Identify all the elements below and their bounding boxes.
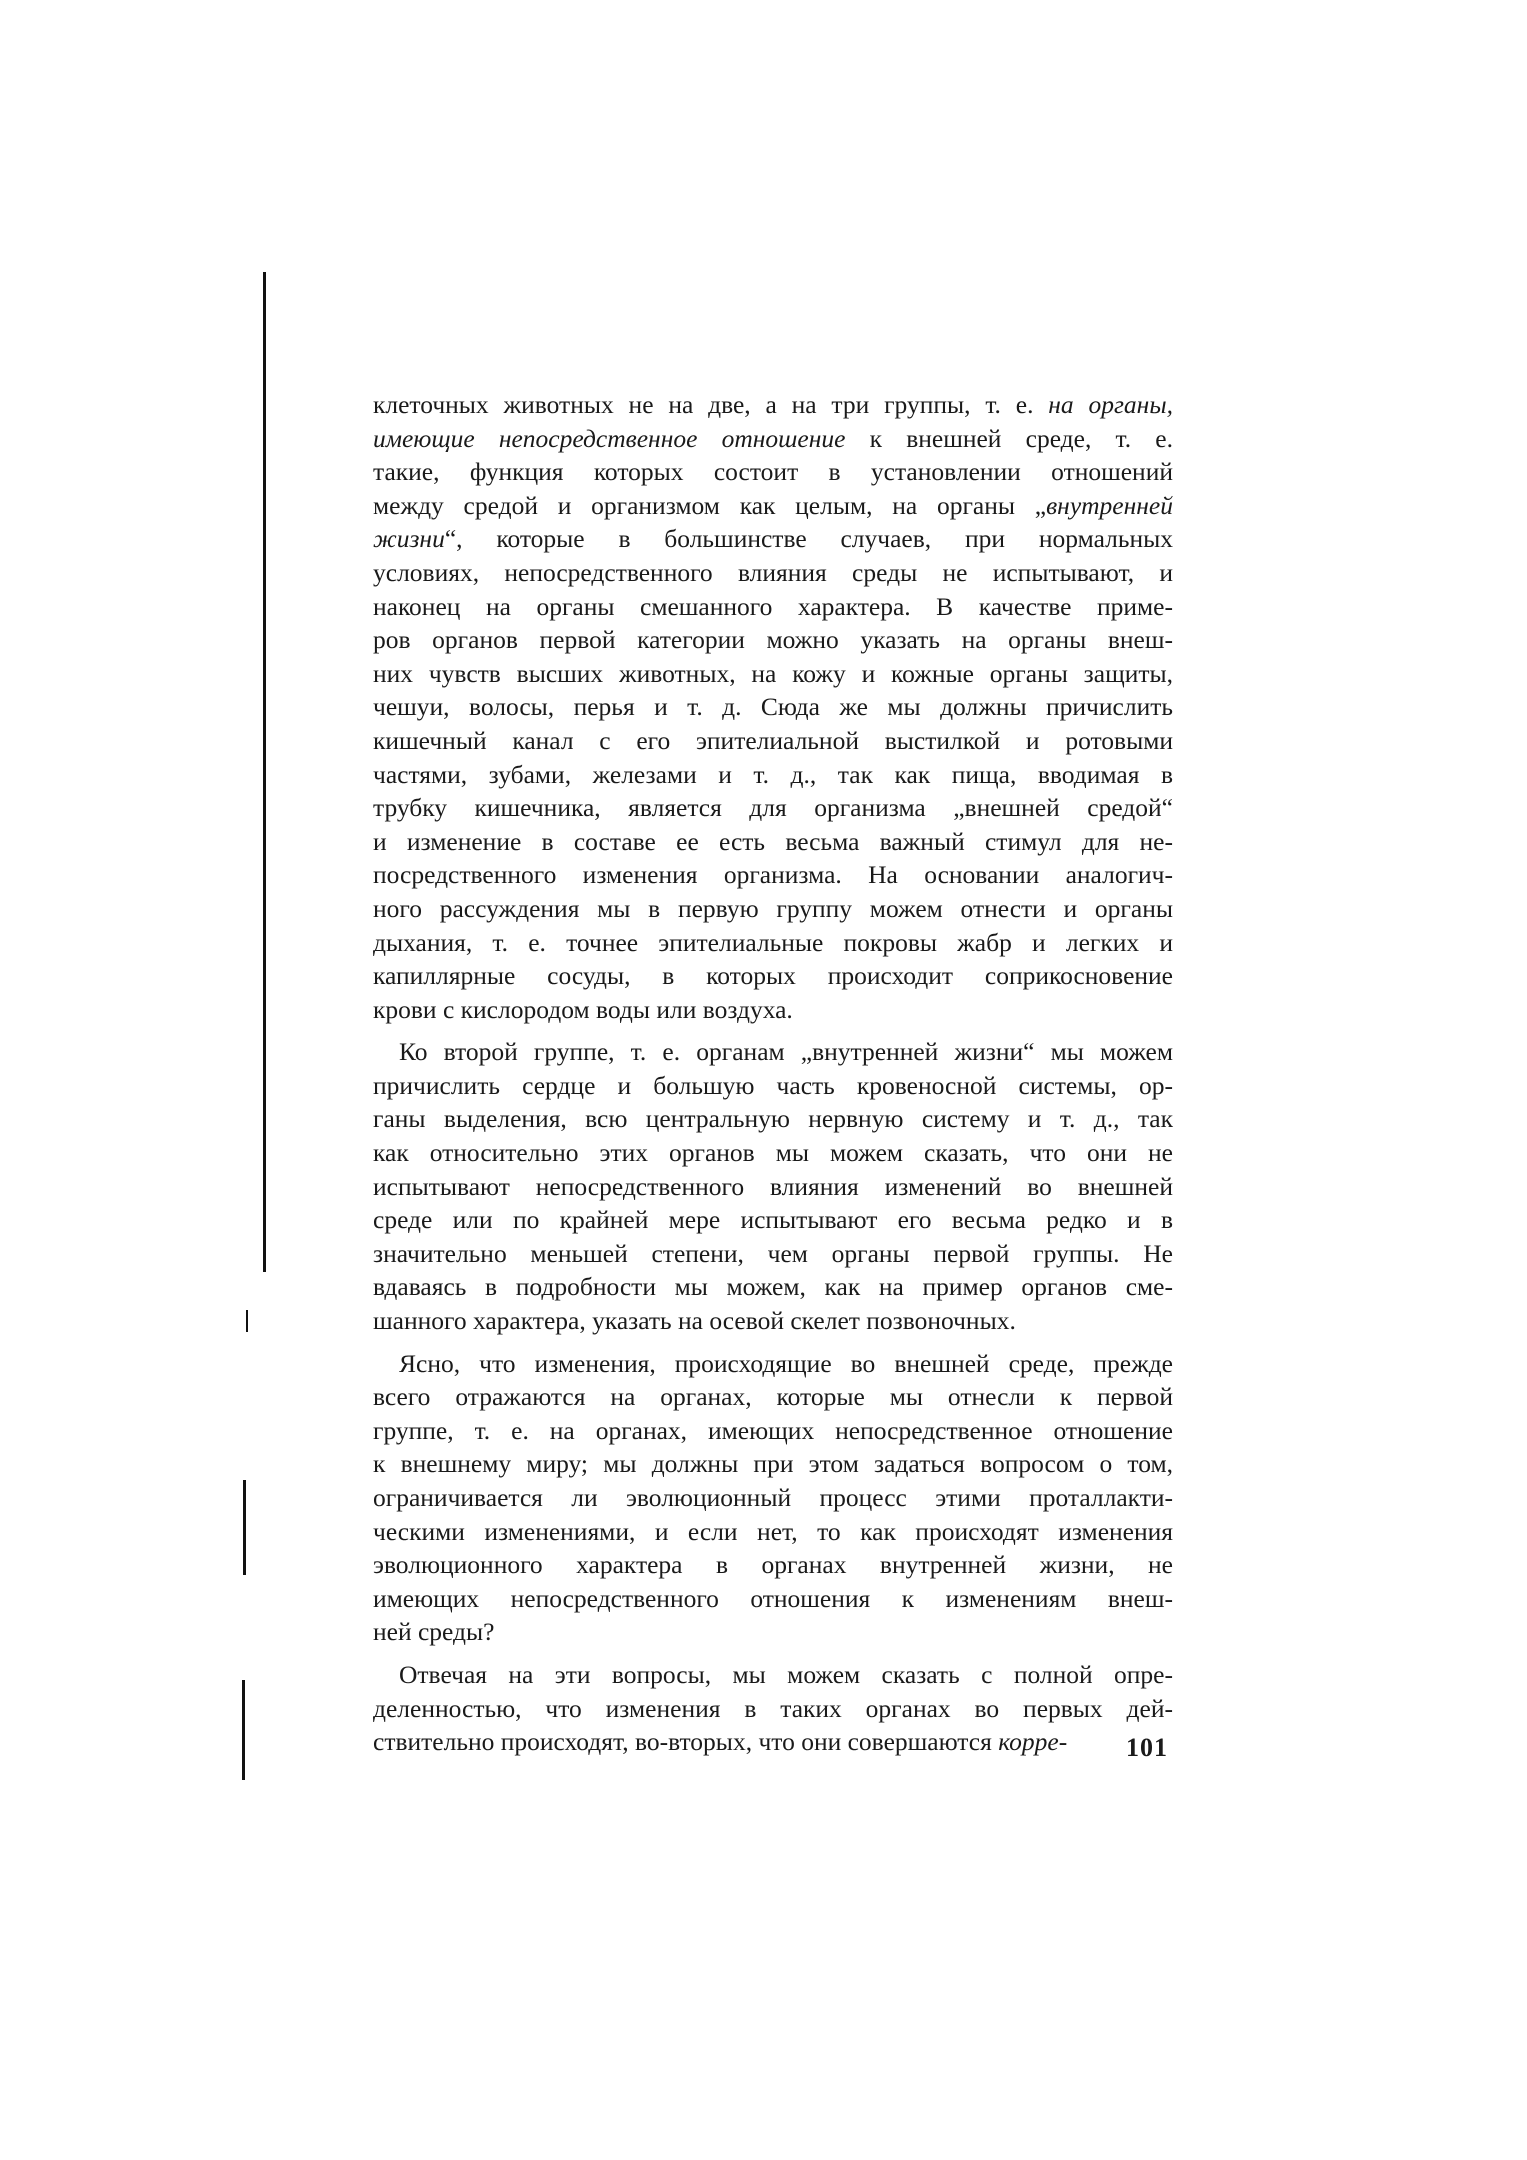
paragraph	[373, 388, 1173, 1026]
emphasis-text: жизни	[373, 524, 445, 554]
text-line: группе, т. е. на органах, имеющих непосредственное отношение	[373, 1415, 1173, 1445]
text-line: дыхания, т. е. точнее эпителиальные покровы жабр и легких и	[373, 927, 1173, 957]
emphasis-text: на органы,	[1048, 390, 1173, 419]
text-line: всего отражаются на органах, которые мы отнесли к первой	[373, 1382, 1173, 1412]
text-line: наконец на органы смешанного характера. В качестве приме-	[373, 591, 1173, 621]
text-line: ганы выделения, всю центральную нервную систему и т. д., так	[373, 1104, 1173, 1134]
text-line: крови с кислородом воды или воздуха.	[373, 994, 793, 1024]
text-line: деленностью, что изменения в таких органах во первых дей-	[373, 1693, 1173, 1723]
text-line: кишечный канал с его эпителиальной выстилкой и ротовыми	[373, 725, 1173, 755]
text-line: между средой и организмом как целым, на органы „внутренней	[373, 490, 1173, 520]
text-line: испытывают непосредственного влияния изменений во внешней	[373, 1171, 1173, 1201]
paragraph	[373, 1035, 1173, 1337]
text-line: клеточных животных не на две, а на три группы, т. е. на органы,	[373, 390, 1173, 419]
text-line: частями, зубами, железами и т. д., так как пища, вводимая в	[373, 759, 1173, 789]
scan-margin-line-bottom	[242, 1680, 245, 1780]
text-line: вдаваясь в подробности мы можем, как на пример органов сме-	[373, 1272, 1173, 1302]
text-line: ров органов первой категории можно указать на органы внеш-	[373, 625, 1173, 655]
text-line: Ясно, что изменения, происходящие во внешней среде, прежде	[399, 1348, 1173, 1378]
text-line: ней среды?	[373, 1617, 495, 1647]
text-line: имеющих непосредственного отношения к изменениям внеш-	[373, 1583, 1173, 1613]
text-line: как относительно этих органов мы можем сказать, что они не	[373, 1138, 1173, 1168]
text-line: условиях, непосредственного влияния среды не испытывают, и	[373, 557, 1173, 587]
text-line: ного рассуждения мы в первую группу можем отнести и органы	[373, 893, 1173, 923]
text-line: Ко второй группе, т. е. органам „внутренней жизни“ мы можем	[399, 1037, 1173, 1067]
text-line: к внешнему миру; мы должны при этом задаться вопросом о том,	[373, 1449, 1173, 1479]
text-line: Отвечая на эти вопросы, мы можем сказать с полной опре-	[399, 1659, 1173, 1689]
paragraph-gap	[373, 1026, 1173, 1035]
scan-margin-line-lower	[243, 1480, 246, 1575]
emphasis-text: внутренней	[1046, 490, 1173, 520]
text-line: ческими изменениями, и если нет, то как происходят изменения	[373, 1516, 1173, 1546]
text-line: эволюционного характера в органах внутренней жизни, не	[373, 1550, 1173, 1580]
text-line: значительно меньшей степени, чем органы первой группы. Не	[373, 1238, 1173, 1268]
scan-margin-line-middle	[246, 1310, 248, 1332]
text-line: жизни“, которые в большинстве случаев, при нормальных	[373, 524, 1173, 554]
text-line: причислить сердце и большую часть кровеносной системы, ор-	[373, 1070, 1173, 1100]
page-body-text	[373, 388, 1173, 1759]
text-line: и изменение в составе ее есть весьма важный стимул для не-	[373, 826, 1173, 856]
text-line: среде или по крайней мере испытывают его весьма редко и в	[373, 1205, 1173, 1235]
text-line: ствительно происходят, во-вторых, что они совершаются корре-	[373, 1727, 1068, 1757]
page-number: 101	[1126, 1733, 1168, 1762]
text-line: них чувств высших животных, на кожу и кожные органы защиты,	[373, 658, 1173, 688]
text-line: шанного характера, указать на осевой скелет позвоночных.	[373, 1306, 1016, 1336]
paragraph-gap	[373, 1338, 1173, 1347]
text-line: чешуи, волосы, перья и т. д. Сюда же мы должны причислить	[373, 692, 1173, 722]
paragraph	[373, 1347, 1173, 1649]
scan-margin-line-upper	[263, 272, 266, 1272]
text-line: капиллярные сосуды, в которых происходит соприкосновение	[373, 961, 1173, 991]
text-line: ограничивается ли эволюционный процесс этими проталлакти-	[373, 1483, 1173, 1512]
emphasis-text: корре-	[998, 1727, 1068, 1757]
paragraph	[373, 1658, 1173, 1759]
emphasis-text: имеющие непосредственное отношение	[373, 423, 846, 453]
text-line: трубку кишечника, является для организма „внешней средой“	[373, 793, 1173, 823]
text-line: имеющие непосредственное отношение к внешней среде, т. е.	[373, 423, 1173, 453]
text-line: посредственного изменения организма. На основании аналогич-	[373, 860, 1173, 890]
paragraph-gap	[373, 1649, 1173, 1658]
text-line: такие, функция которых состоит в установлении отношений	[373, 457, 1173, 487]
